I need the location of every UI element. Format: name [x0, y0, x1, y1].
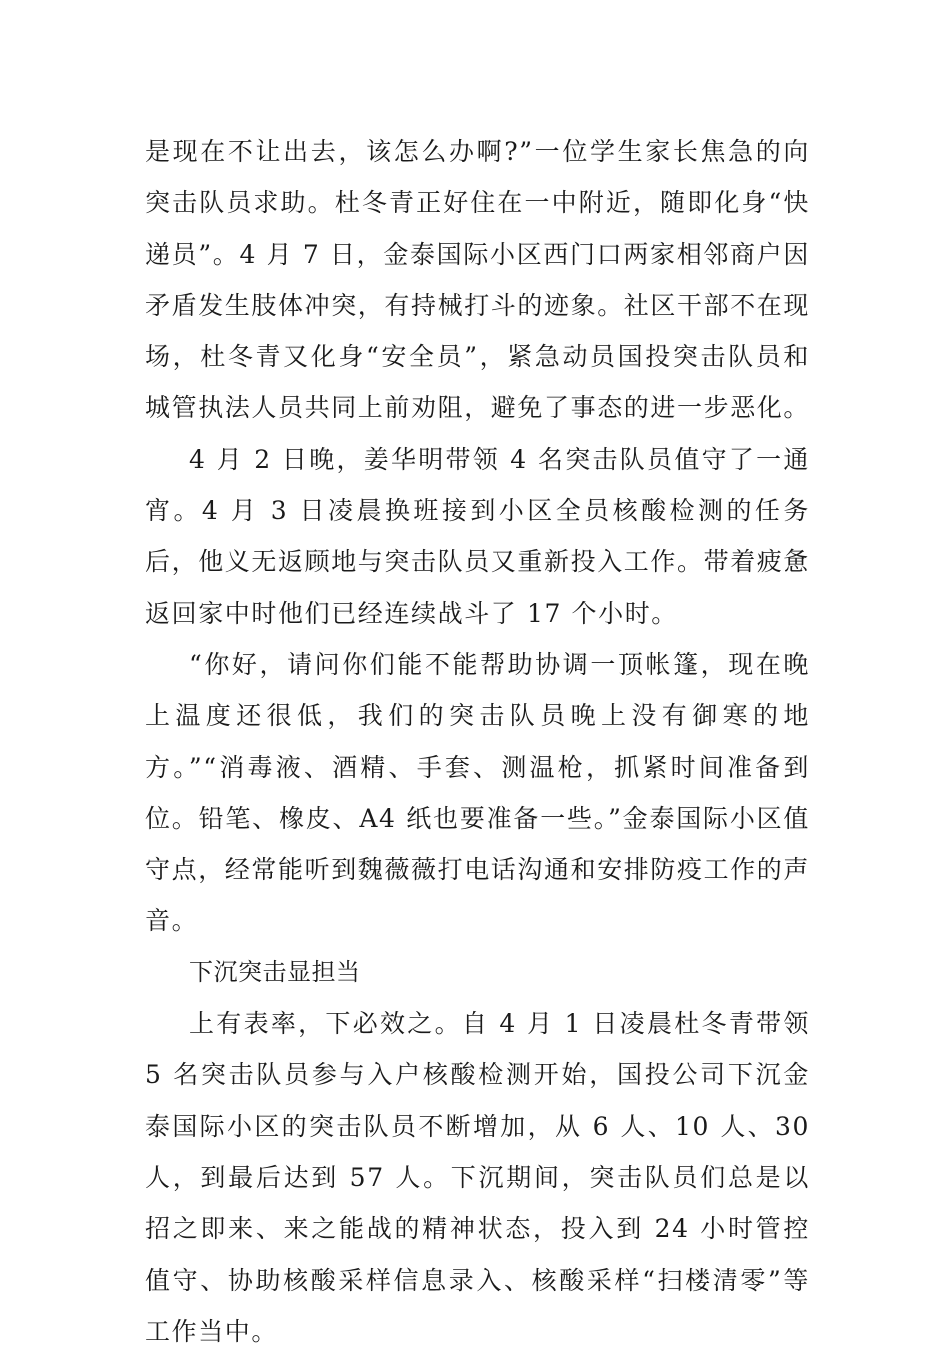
section-heading: 下沉突击显担当 [189, 957, 361, 986]
document-body [145, 126, 810, 1357]
paragraph-night-shift: 4 月 2 日晚，姜华明带领 4 名突击队员值守了一通宵。4 月 3 日凌晨换班接到小区全员核酸检测的任务后，他义无返顾地与突击队员又重新投入工作。带着疲惫返回家中时他们已经连续战斗了 17 个小时。 [145, 444, 811, 628]
paragraph-parent-request: 是现在不让出去，该怎么办啊?”一位学生家长焦急的向突击队员求助。杜冬青正好住在一中附近，随即化身“快递员”。4 月 7 日，金泰国际小区西门口两家相邻商户因矛盾发生肢体冲突，有持械打斗的迹象。社区干部不在现场，杜冬青又化身“安全员”，紧急动员国投突击队员和城管执法人员共同上前劝阻，避免了事态的进一步恶化。 [145, 137, 811, 423]
paragraph-tent-request: “你好，请问你们能不能帮助协调一顶帐篷，现在晚上温度还很低，我们的突击队员晚上没有御寒的地方。”“消毒液、酒精、手套、测温枪，抓紧时间准备到位。铅笔、橡皮、A4 纸也要准备一些。”金泰国际小区值守点，经常能听到魏薇薇打电话沟通和安排防疫工作的声音。 [145, 649, 811, 936]
paragraph-team-growth: 上有表率，下必效之。自 4 月 1 日凌晨杜冬青带领 5 名突击队员参与入户核酸检测开始，国投公司下沉金泰国际小区的突击队员不断增加，从 6 人、10 人、30 人，到最后达到 57 人。下沉期间，突击队员们总是以招之即来、来之能战的精神状态，投入到 24 小时管控值守、协助核酸采样信息录入、核酸采样“扫楼清零”等工作当中。 [145, 1009, 810, 1346]
